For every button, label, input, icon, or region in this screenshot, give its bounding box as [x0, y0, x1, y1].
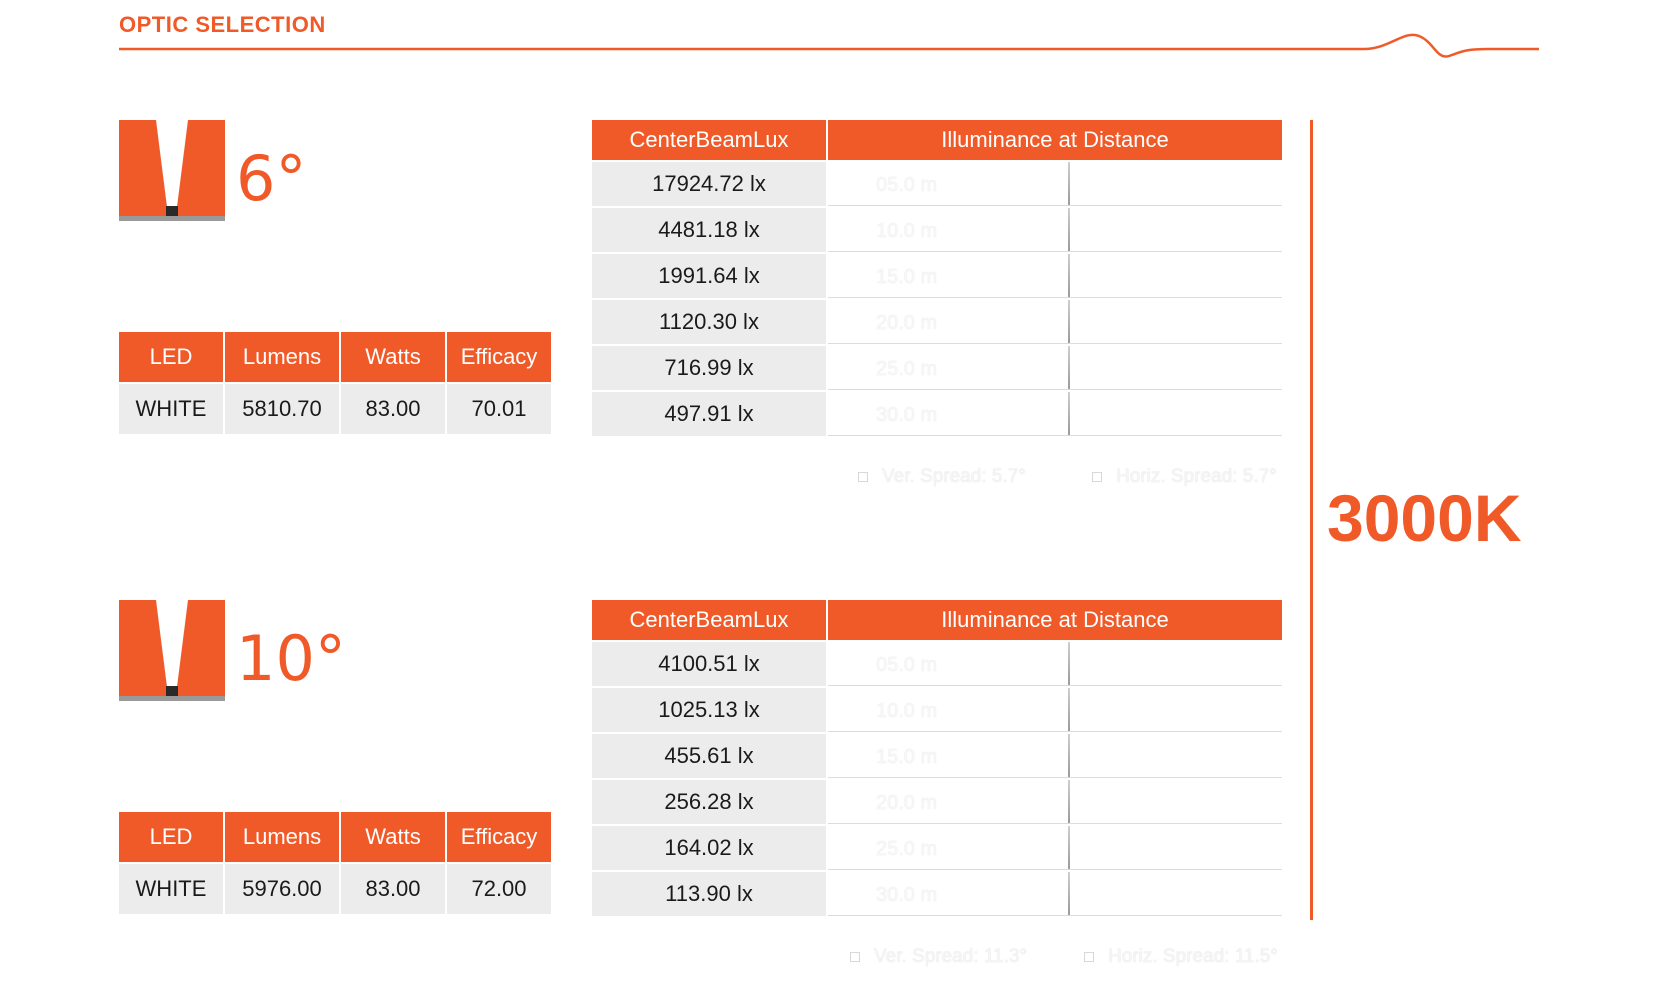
distance-cell [828, 392, 1282, 436]
col-efficacy: Efficacy [447, 332, 551, 382]
lux-row [592, 688, 1282, 732]
ver-spread-legend [858, 466, 1026, 488]
col-centerbeamlux: CenterBeamLux [592, 120, 826, 160]
lux-row [592, 346, 1282, 390]
distance-label: 10.0 m [876, 220, 938, 242]
beam-width-line [1068, 208, 1070, 251]
distance-cell [828, 872, 1282, 916]
cct-divider [1310, 120, 1313, 920]
lux-row [592, 642, 1282, 686]
legend-marker [1084, 952, 1094, 962]
col-illuminance: Illuminance at Distance [828, 600, 1282, 640]
header-divider [119, 30, 1539, 70]
lumens-value: 5810.70 [225, 384, 339, 434]
lux-value: 455.61 lx [592, 734, 826, 778]
col-lumens: Lumens [225, 332, 339, 382]
beam-width-line [1068, 872, 1070, 915]
distance-label: 05.0 m [876, 654, 938, 676]
narrow-beam-icon [119, 120, 225, 222]
cct-label: 3000K [1327, 481, 1522, 555]
lux-row [592, 254, 1282, 298]
distance-label: 10.0 m [876, 700, 938, 722]
horiz-spread: Horiz. Spread: 11.5° [1108, 946, 1278, 967]
beam-width-line [1068, 734, 1070, 777]
watts-value: 83.00 [341, 384, 445, 434]
legend-marker [858, 472, 868, 482]
narrow-beam-icon [119, 600, 225, 702]
lux-row [592, 872, 1282, 916]
beam-width-line [1068, 162, 1070, 205]
lux-row [592, 208, 1282, 252]
lux-value: 256.28 lx [592, 780, 826, 824]
beam-width-line [1068, 642, 1070, 685]
distance-cell [828, 642, 1282, 686]
lux-row [592, 734, 1282, 778]
horiz-spread-legend [1092, 466, 1277, 488]
spec-table [119, 812, 553, 914]
lux-value: 1025.13 lx [592, 688, 826, 732]
spec-row [119, 864, 553, 914]
lux-value: 1120.30 lx [592, 300, 826, 344]
distance-cell [828, 208, 1282, 252]
beam-width-line [1068, 780, 1070, 823]
beam-width-line [1068, 688, 1070, 731]
lux-header-row [592, 600, 1282, 640]
lux-value: 4100.51 lx [592, 642, 826, 686]
distance-label: 20.0 m [876, 792, 938, 814]
efficacy-value: 70.01 [447, 384, 551, 434]
col-centerbeamlux: CenterBeamLux [592, 600, 826, 640]
beam-width-line [1068, 254, 1070, 297]
spec-row [119, 384, 553, 434]
col-lumens: Lumens [225, 812, 339, 862]
legend-marker [1092, 472, 1102, 482]
lux-header-row [592, 120, 1282, 160]
lux-table [592, 120, 1282, 436]
ver-spread-legend [850, 946, 1027, 968]
lux-value: 113.90 lx [592, 872, 826, 916]
distance-cell [828, 346, 1282, 390]
col-efficacy: Efficacy [447, 812, 551, 862]
col-watts: Watts [341, 332, 445, 382]
distance-label: 15.0 m [876, 266, 938, 288]
lux-row [592, 780, 1282, 824]
lux-row [592, 826, 1282, 870]
lux-value: 716.99 lx [592, 346, 826, 390]
distance-cell [828, 254, 1282, 298]
efficacy-value: 72.00 [447, 864, 551, 914]
watts-value: 83.00 [341, 864, 445, 914]
beam-width-line [1068, 346, 1070, 389]
beam-width-line [1068, 300, 1070, 343]
col-led: LED [119, 812, 223, 862]
spec-header-row [119, 812, 553, 864]
beam-width-line [1068, 392, 1070, 435]
distance-cell [828, 734, 1282, 778]
distance-cell [828, 688, 1282, 732]
ver-spread: Ver. Spread: 11.3° [874, 946, 1028, 967]
lux-row [592, 162, 1282, 206]
distance-label: 25.0 m [876, 838, 938, 860]
lux-row [592, 300, 1282, 344]
legend-marker [850, 952, 860, 962]
distance-cell [828, 780, 1282, 824]
col-watts: Watts [341, 812, 445, 862]
led-value: WHITE [119, 864, 223, 914]
lumens-value: 5976.00 [225, 864, 339, 914]
col-led: LED [119, 332, 223, 382]
led-value: WHITE [119, 384, 223, 434]
horiz-spread-legend [1084, 946, 1278, 968]
lux-table [592, 600, 1282, 916]
lux-row [592, 392, 1282, 436]
spec-table [119, 332, 553, 434]
lux-value: 1991.64 lx [592, 254, 826, 298]
spec-header-row [119, 332, 553, 384]
distance-label: 05.0 m [876, 174, 938, 196]
lux-value: 164.02 lx [592, 826, 826, 870]
distance-cell [828, 300, 1282, 344]
distance-cell [828, 162, 1282, 206]
distance-label: 30.0 m [876, 404, 938, 426]
distance-label: 25.0 m [876, 358, 938, 380]
distance-label: 30.0 m [876, 884, 938, 906]
distance-label: 15.0 m [876, 746, 938, 768]
distance-label: 20.0 m [876, 312, 938, 334]
ver-spread: Ver. Spread: 5.7° [882, 466, 1026, 487]
col-illuminance: Illuminance at Distance [828, 120, 1282, 160]
lux-value: 497.91 lx [592, 392, 826, 436]
horiz-spread: Horiz. Spread: 5.7° [1116, 466, 1277, 487]
section-title: OPTIC SELECTION [119, 12, 326, 37]
lux-value: 17924.72 lx [592, 162, 826, 206]
beam-angle: 6° [236, 142, 307, 215]
beam-width-line [1068, 826, 1070, 869]
beam-angle: 10° [236, 622, 346, 695]
distance-cell [828, 826, 1282, 870]
lux-value: 4481.18 lx [592, 208, 826, 252]
